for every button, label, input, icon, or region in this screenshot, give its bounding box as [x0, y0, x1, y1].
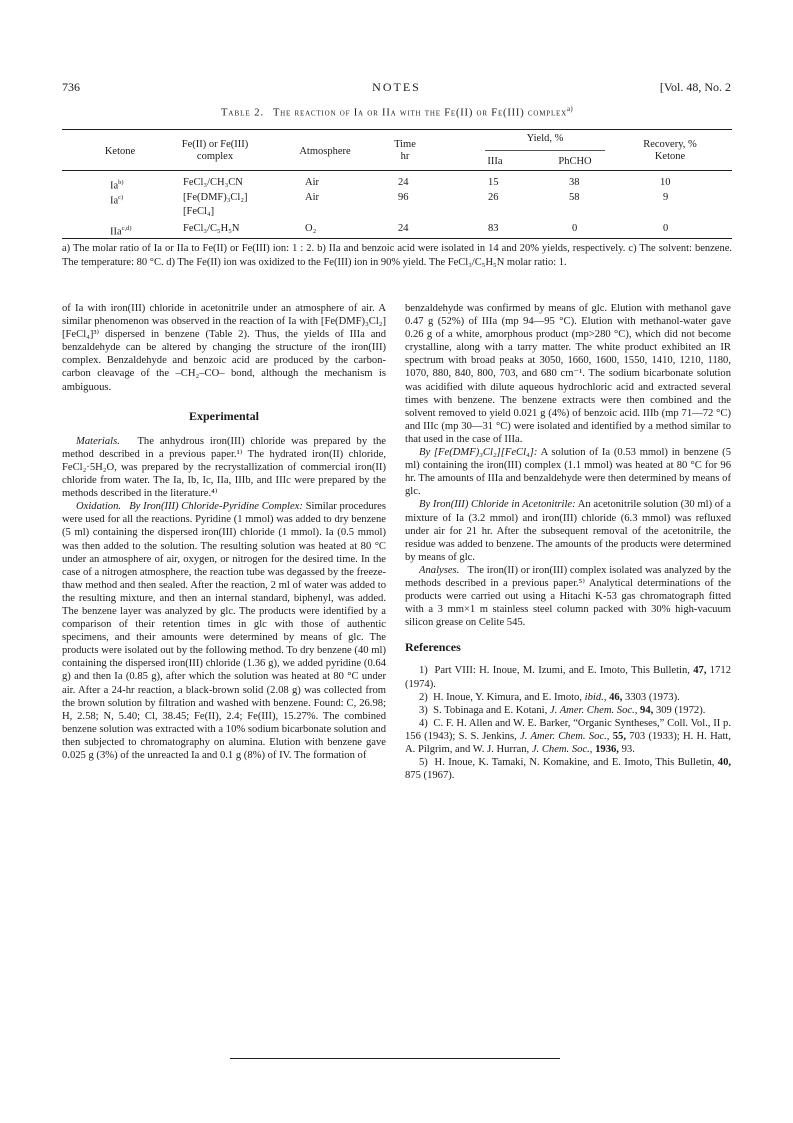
continuation-paragraph: benzaldehyde was confirmed by means of glc. Elution with methanol gave 0.47 g (52%) of IIIa (mp 94—95 °C). Elution with methanol-water gave 0.26 g of a white, amorphous product (mp>280 °C), which did not become crystalline, along with a tarry matter. The white product exhibited an IR spectrum with broad peaks at 3050, 1660, 1600, 1550, 1410, 1210, 1180, 1070, 880, 840, 800, 703, and 680 cm⁻¹. The sodium bicarbonate solution was acidified with dilute aqueous hydrochloric acid and extracted several times with benzene. The benzene extracts were then combined and the solvent removed to yield 0.021 g (4%) of benzoic acid. IIIb (mp 71—72 °C) and IIIc (mp 30—31 °C) were isolated and identified by a method similar to that used in the case of IIIa.: [405, 303, 731, 445]
dmf-text: A solution of Ia (0.53 mmol) in benzene (5 ml) containing the iron(III) complex (1.1 mmol) was heated at 80 °C for 96 hr. The amounts of IIIa and benzaldehyde were then determined by means of glc.: [405, 447, 731, 498]
cell-complex: FeCl₃/C₅H₅N: [183, 223, 240, 234]
ref-volume: 46,: [609, 691, 623, 703]
left-column: [62, 302, 386, 762]
table-header-rule: [62, 170, 732, 171]
th-complex-line2: complex: [196, 151, 234, 162]
th-recovery-line2: Ketone: [654, 151, 686, 162]
table-caption: [62, 105, 732, 119]
ref-journal: J. Amer. Chem. Soc.,: [520, 730, 610, 742]
ref-volume: 47,: [693, 665, 707, 677]
acetonitrile-text: An acetonitrile solution (30 ml) of a mixture of Ia (3.2 mmol) and iron(III) chloride (6.3 mmol) was refluxed under air for 21 hr. After the subsequent removal of the acetonitrile, the residue was added to benzene. The amounts of the products were determined by means of glc.: [405, 499, 731, 563]
analyses-label: Analyses.: [419, 564, 460, 576]
cell-ketone: [110, 223, 132, 239]
ref-volume: 94,: [640, 704, 654, 716]
volume-info: [Vol. 48, No. 2: [659, 80, 731, 94]
reference-item: [405, 756, 731, 782]
table-footnote: a) The molar ratio of Ia or IIa to Fe(II) or Fe(III) ion: 1 : 2. b) IIa and benzoic acid were isolated in 14 and 20% yields, respectively. c) The solvent: benzene. The temperature: 80 °C. d) The Fe(II) ion was oxidized to the Fe(III) ion in 90% yield. The FeCl₃/C₅H₅N molar ratio: 1.: [62, 243, 732, 268]
references-heading: References: [405, 640, 461, 655]
cell-yield-iiia: 26: [488, 192, 499, 203]
reference-item: [405, 664, 731, 690]
ref-text: H. Inoue, K. Tamaki, N. Komakine, and E. Imoto, This Bulletin,: [434, 757, 715, 769]
ref-volume: 40,: [717, 757, 732, 769]
ketone-label: Ia: [110, 180, 119, 192]
cell-atmosphere: O₂: [305, 223, 317, 234]
cell-ketone: [110, 192, 123, 208]
cell-yield-phcho: 0: [572, 223, 578, 234]
ref-number: 1): [419, 665, 428, 677]
ref-journal: J. Chem. Soc.,: [531, 744, 593, 755]
table-caption-note: a): [566, 105, 574, 113]
ref-text-end: 3303 (1973).: [625, 691, 680, 703]
ref-text: S. Tobinaga and E. Kotani,: [433, 704, 548, 716]
th-time-line1: Time: [394, 139, 416, 150]
th-complex: [160, 139, 270, 163]
oxidation-label: Oxidation.: [76, 501, 122, 513]
th-recovery-line1: Recovery, %: [643, 139, 697, 150]
materials-paragraph: [62, 435, 386, 500]
oxidation-subhead: By Iron(III) Chloride-Pyridine Complex:: [129, 501, 303, 513]
cell-recovery: 10: [660, 177, 671, 188]
ref-text-end: 309 (1972).: [655, 704, 706, 716]
ketone-note: c,d): [121, 225, 132, 232]
oxidation-text: Similar procedures were used for all the reactions. Pyridine (1 mmol) was added to dry benzene (5 ml) containing the dispersed iron(III) chloride (1 mmol). Ia (0.5 mmol) was then added to the solution. The resulting solution was heated at 80 °C under an atmosphere of air, oxygen, or nitrogen for the desired time. In the case of a nitrogen atmosphere, the reaction tube was degassed by the freeze-thaw method and then sealed. After the reaction, 2 ml of water was added to the resulting mixture, and then an internal standard, biphenyl, was added. The benzene layer was analyzed by glc. The products were identified by a comparison of their retention times in glc with those of authentic specimens, and their amounts were determined by means of glc. The products were isolated out by the following method. To dry benzene (40 ml) containing the dispersed iron(III) chloride (1.36 g), we added pyridine (0.64 g) and then Ia (0.85 g), after which the solution was heated at 80 °C under air. After a 24-hr reaction, a black-brown solid (2.08 g) was collected from the brown solution by filtration and washed with benzene. Found: C, 26.98; H, 2.58; N, 5.40; Cl, 38.45; Fe(II), 2.4; Fe(III), 15.27%. The combined benzene solution was extracted with a 10% sodium bicarbonate solution and then subjected to chromatography on alumina. Elution with benzene gave 0.025 g (3%) of the unreacted Ia and 0.1 g (8%) of IV. The formation of: [62, 501, 387, 761]
ref-journal: ibid.,: [584, 691, 607, 703]
yield-span-rule: [485, 150, 605, 151]
reference-item: [405, 717, 731, 756]
right-column: [405, 302, 731, 782]
ref-text-mid: 703 (1933); H. H. Hatt, A. Pilgrim, and W. J. Hurran,: [405, 730, 732, 755]
materials-label: Materials.: [76, 435, 120, 447]
experimental-heading: Experimental: [189, 408, 259, 423]
table-bottom-rule: [62, 238, 732, 239]
ref-number: 2): [419, 691, 428, 703]
th-time-line2: hr: [400, 151, 410, 162]
ketone-label: Ia: [110, 195, 119, 207]
cell-yield-iiia: 83: [488, 223, 499, 234]
materials-text: The anhydrous iron(III) chloride was prepared by the method described in a previous paper.¹⁾ The hydrated iron(II) chloride, FeCl₂·5H₂O, was prepared by the recrystallization of commercial iron(II) chloride from water. The Ia, Ib, Ic, IIa, IIIb, and IIIc were prepared by the methods described in the literature.⁴⁾: [62, 435, 386, 500]
ketone-label: IIa: [110, 226, 122, 238]
th-yield-iiia: IIIa: [487, 156, 503, 167]
th-atmosphere: Atmosphere: [299, 146, 351, 157]
th-complex-line1: Fe(II) or Fe(III): [181, 139, 249, 150]
cell-recovery: 9: [663, 192, 669, 203]
analyses-text: The iron(II) or iron(III) complex isolated was analyzed by the methods described in a previous paper.⁵⁾ Analytical determinations of the products were carried out using a Hitachi K-53 gas chromatograph fitted with a 3 mm×1 m stainless steel column packed with 30% high-vacuum silicon grease on Celite 545.: [405, 564, 731, 629]
ref-volume: 55,: [612, 730, 626, 742]
ref-number: 5): [419, 757, 428, 769]
ref-text-end: 93.: [621, 744, 635, 755]
ref-volume: 1936,: [595, 744, 619, 755]
ref-number: 3): [419, 704, 428, 716]
ref-text-end: 1712 (1974).: [405, 665, 731, 690]
ref-text: H. Inoue, Y. Kimura, and E. Imoto,: [433, 691, 583, 703]
ref-text-end: 875 (1967).: [405, 770, 455, 782]
intro-paragraph: of Ia with iron(III) chloride in acetonitrile under an atmosphere of air. A similar phenomenon was observed in the reaction of Ia with [Fe(DMF)₃Cl₂][FeCl₄]³⁾ dispersed in benzene (Table 2). Thus, the yields of IIIa and benzaldehyde can be altered by changing the structure of the iron(III) complex. Benzaldehyde and benzoic acid are produced by the carbon-carbon cleavage of the –CH₂–CO– bond, although the mechanism is ambiguous.: [62, 303, 386, 393]
acetonitrile-label: By Iron(III) Chloride in Acetonitrile:: [419, 499, 576, 511]
cell-recovery: 0: [663, 223, 669, 234]
cell-time: 24: [398, 223, 409, 234]
cell-yield-iiia: 15: [488, 177, 499, 188]
cell-complex-cont: [FeCl₄]: [183, 206, 215, 217]
analyses-paragraph: [405, 564, 731, 629]
oxidation-paragraph: [62, 500, 386, 762]
cell-time: 96: [398, 192, 409, 203]
cell-yield-phcho: 38: [569, 177, 580, 188]
ref-text: C. F. H. Allen and W. E. Barker, “Organic Syntheses,” Coll. Vol., II p. 156 (1943); S. S. Jenkins,: [405, 717, 731, 742]
th-ketone: Ketone: [104, 146, 136, 157]
table-top-rule: [62, 129, 732, 130]
cell-time: 24: [398, 177, 409, 188]
th-time: [370, 139, 440, 163]
th-yield-phcho: PhCHO: [558, 156, 592, 167]
ketone-note: c): [118, 194, 124, 201]
cell-complex: FeCl₃/CH₃CN: [183, 177, 243, 188]
table-caption-text: The reaction of Ia or IIa with the Fe(II) or Fe(III) complex: [272, 107, 567, 119]
acetonitrile-paragraph: [405, 498, 731, 563]
dmf-paragraph: [405, 446, 731, 498]
reference-item: [405, 691, 731, 704]
cell-complex: [Fe(DMF)₃Cl₂]: [183, 192, 248, 203]
th-recovery: [620, 139, 720, 163]
cell-atmosphere: Air: [305, 177, 319, 188]
th-yield: Yield, %: [526, 133, 564, 144]
cell-yield-phcho: 58: [569, 192, 580, 203]
ref-number: 4): [419, 717, 428, 729]
cell-ketone: [110, 177, 124, 193]
reference-item: [405, 704, 731, 717]
running-header: NOTES: [372, 80, 421, 94]
cell-atmosphere: Air: [305, 192, 319, 203]
ref-journal: J. Amer. Chem. Soc.,: [549, 704, 638, 716]
table-caption-label: Table 2.: [220, 107, 265, 119]
ref-text: Part VIII: H. Inoue, M. Izumi, and E. Imoto, This Bulletin,: [434, 665, 690, 677]
end-rule: [230, 1058, 560, 1059]
ketone-note: b): [118, 179, 124, 186]
dmf-label: By [Fe(DMF)₃Cl₂][FeCl₄]:: [419, 447, 538, 459]
page-number: 736: [62, 80, 80, 94]
